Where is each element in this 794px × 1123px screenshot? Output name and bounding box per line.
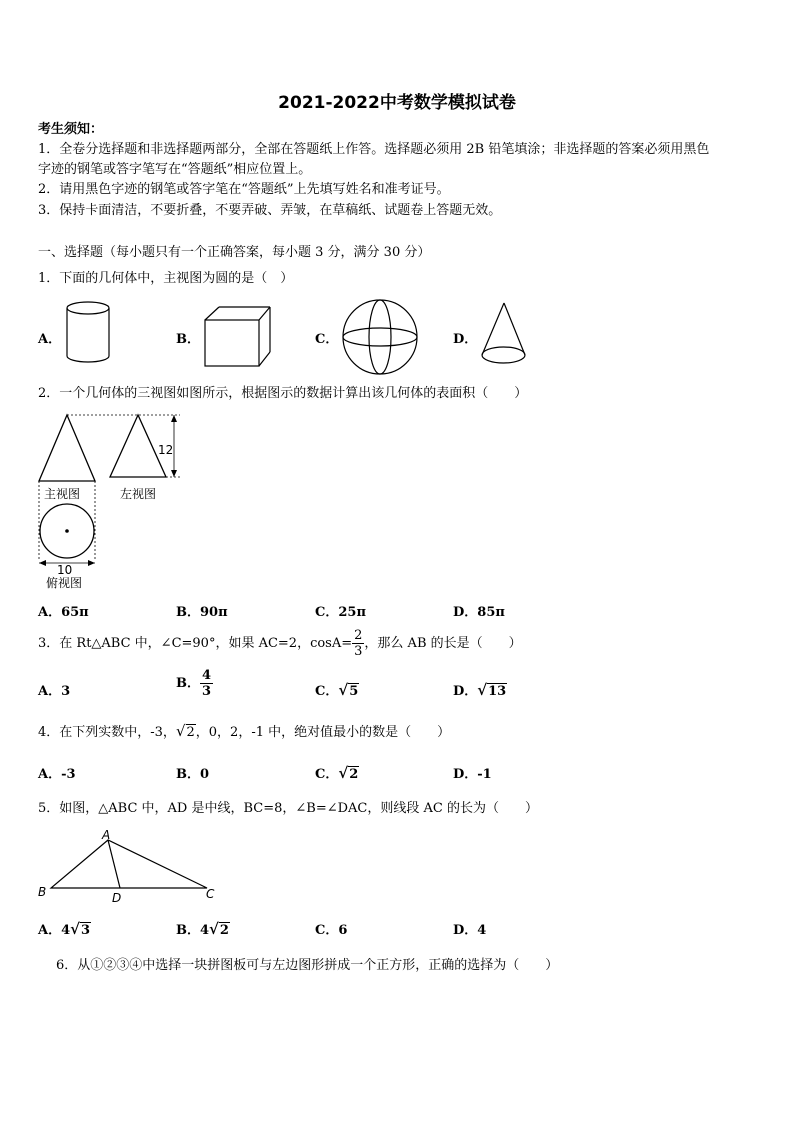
q3-frac-den: 3 [354,644,363,659]
point-d-label: D [112,891,122,905]
q3-fraction [352,628,364,659]
q3-option-c [315,680,359,699]
q3-frac-num: 2 [354,628,363,643]
page-title: 2021-2022中考数学模拟试卷 [278,93,516,113]
vertex-b-label: B [38,885,47,899]
q4-option-b: B．0 [176,767,210,782]
sqrt-icon: √ [209,920,219,938]
q4-option-d: D．-1 [453,767,492,782]
q3-option-d [453,680,507,699]
q1-option-c: C． [315,332,339,347]
sqrt-icon: √ [338,764,349,782]
q5-option-b-prefix: B．4 [176,923,210,938]
side-view-label: 左视图 [120,487,157,501]
notice-line-2: 2．请用黑色字迹的钢笔或答字笔在“答题纸”上先填写姓名和准考证号。 [38,182,450,197]
q2-stem: 2．一个几何体的三视图如图所示，根据图示的数据计算出该几何体的表面积（ ） [38,386,528,401]
q4-option-a: A．-3 [38,767,76,782]
sphere-icon [340,297,422,379]
notice-line-1a: 1．全卷分选择题和非选择题两部分，全部在答题纸上作答。选择题必须用 2B 铅笔填涂；非选择题的答案必须用黑色 [38,142,710,157]
q5-stem: 5．如图，△ABC 中，AD 是中线，BC=8，∠B=∠DAC，则线段 AC 的长为（ ） [38,801,538,816]
q3-stem [38,628,522,659]
q5-option-a-radicand: 3 [81,923,91,938]
q3-option-d-prefix: D． [453,684,478,699]
q5-option-b [176,919,230,938]
q3-option-d-radicand: 13 [488,684,507,699]
height-label: 12 [158,443,174,457]
notice-line-1b: 字迹的钢笔或答字笔写在“答题纸”相应位置上。 [38,162,312,177]
q1-option-b: B． [176,332,200,347]
q6-stem: 6．从①②③④中选择一块拼图板可与左边图形拼成一个正方形，正确的选择为（ ） [56,958,559,973]
cone-icon [478,300,534,372]
q3-option-b [176,668,213,699]
q5-option-a [38,919,91,938]
sqrt-icon: √ [338,681,349,699]
q1-option-a: A． [38,332,62,347]
q4-stem-radicand: 2 [186,725,195,740]
q3-option-b-num: 4 [202,668,212,683]
notice-heading: 考生须知： [38,122,104,137]
sqrt-icon: √ [477,681,488,699]
q1-option-d: D． [453,332,478,347]
sqrt-icon: √ [175,722,186,740]
q4-stem-post: ，0，2，-1 中，绝对值最小的数是（ ） [195,725,451,740]
q4-option-c-radicand: 2 [349,767,359,782]
q3-option-a: A．3 [38,684,71,699]
q2-option-c: C．25π [315,605,366,620]
three-view-figure [30,410,190,592]
cube-icon [200,300,280,372]
q3-option-c-radicand: 5 [349,684,359,699]
sqrt-icon: √ [70,920,80,938]
q3-option-b-den: 3 [202,684,212,699]
vertex-a-label: A [102,828,111,842]
vertex-c-label: C [206,887,215,901]
q4-option-c [315,763,359,782]
q2-option-d: D．85π [453,605,505,620]
q3-stem-post: ，那么 AB 的长是（ ） [364,636,522,651]
width-label: 10 [57,563,73,577]
q4-stem [38,721,450,743]
q4-option-c-prefix: C． [315,767,339,782]
q3-stem-pre: 3．在 Rt△ABC 中，∠C=90°，如果 AC=2，cosA= [38,636,353,651]
q1-stem: 1．下面的几何体中，主视图为圆的是（ ） [38,271,294,286]
q3-option-b-fraction [200,668,213,699]
q5-option-d: D．4 [453,923,487,938]
triangle-figure [30,828,230,908]
q2-option-a: A．65π [38,605,89,620]
q5-option-b-radicand: 2 [219,923,229,938]
cylinder-icon [60,298,120,370]
notice-line-3: 3．保持卡面清洁，不要折叠，不要弄破、弄皱，在草稿纸、试题卷上答题无效。 [38,203,502,218]
section-heading: 一、选择题（每小题只有一个正确答案，每小题 3 分，满分 30 分） [38,245,431,260]
q4-stem-pre: 4．在下列实数中，-3， [38,725,176,740]
q3-option-c-prefix: C． [315,684,339,699]
front-view-label: 主视图 [44,487,81,501]
q5-option-a-prefix: A．4 [38,923,71,938]
q2-option-b: B．90π [176,605,228,620]
q3-option-b-prefix: B． [176,676,200,691]
q5-option-c: C．6 [315,923,348,938]
top-view-label: 俯视图 [46,576,83,590]
